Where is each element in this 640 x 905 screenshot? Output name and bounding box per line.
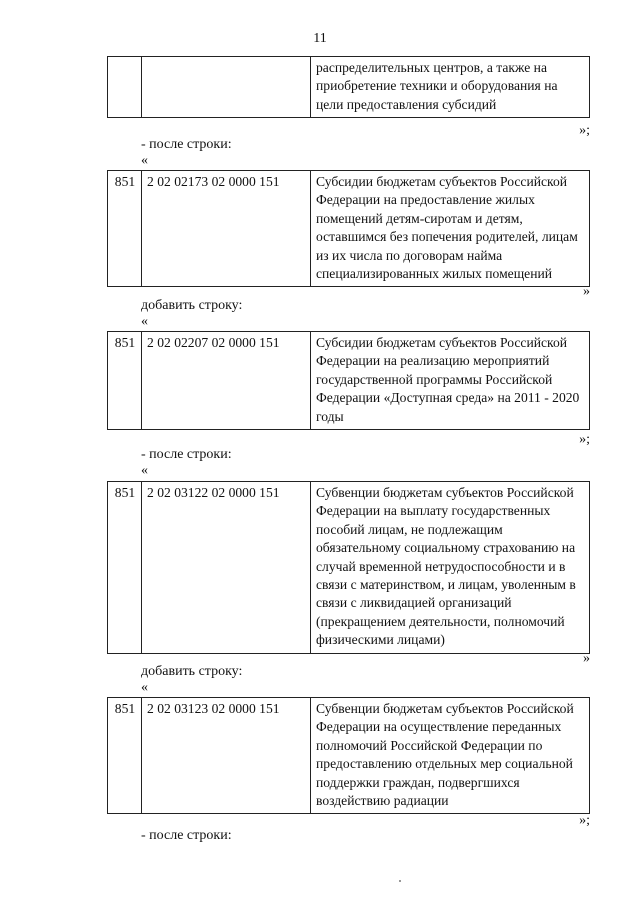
scan-speck xyxy=(399,880,401,882)
kbk-code-cell: 2 02 02207 02 0000 151 xyxy=(142,332,311,430)
instruction-text: - после строки: xyxy=(141,447,232,462)
admin-code-cell: 851 xyxy=(108,332,142,430)
budget-table-row xyxy=(107,170,590,287)
description-cell: распределительных центров, а также на приобретение техники и оборудования на цели предоставления субсидий xyxy=(311,57,590,118)
instruction-text: - после строки: xyxy=(141,828,232,843)
opening-quote: « xyxy=(141,153,148,168)
closing-quote: »; xyxy=(579,123,590,138)
closing-quote: » xyxy=(583,651,590,666)
description-cell: Субсидии бюджетам субъектов Российской Федерации на реализацию мероприятий государственной программы Российской Федерации «Доступная среда» на 2011 - 2020 годы xyxy=(311,332,590,430)
kbk-code-cell xyxy=(142,57,311,118)
kbk-code-cell: 2 02 03122 02 0000 151 xyxy=(142,482,311,654)
description-cell: Субвенции бюджетам субъектов Российской Федерации на осуществление переданных полномочий Российской Федерации по предоставлению отдельных мер социальной поддержки граждан, подвергшихся воздействию радиации xyxy=(311,698,590,814)
instruction-text: - после строки: xyxy=(141,137,232,152)
opening-quote: « xyxy=(141,680,148,695)
closing-quote: »; xyxy=(579,813,590,828)
description-cell: Субсидии бюджетам субъектов Российской Федерации на предоставление жилых помещений детям-сиротам и детям, оставшимся без попечения родителей, лицам из их числа по договорам найма специализированных жилых помещений xyxy=(311,171,590,287)
admin-code-cell: 851 xyxy=(108,698,142,814)
budget-table-row xyxy=(107,331,590,430)
budget-table-row xyxy=(107,697,590,814)
instruction-text: добавить строку: xyxy=(141,298,243,313)
kbk-code-cell: 2 02 03123 02 0000 151 xyxy=(142,698,311,814)
admin-code-cell: 851 xyxy=(108,482,142,654)
description-cell: Субвенции бюджетам субъектов Российской Федерации на выплату государственных пособий лицам, не подлежащим обязательному социальному страхованию на случай временной нетрудоспособности и в связи с материнством, и лицам, уволенным в связи с ликвидацией организаций (прекращением деятельности, полномочий физическими лицами) xyxy=(311,482,590,654)
opening-quote: « xyxy=(141,314,148,329)
budget-table-row xyxy=(107,481,590,654)
closing-quote: » xyxy=(583,284,590,299)
closing-quote: »; xyxy=(579,432,590,447)
page-number: 11 xyxy=(313,31,327,46)
admin-code-cell: 851 xyxy=(108,171,142,287)
kbk-code-cell: 2 02 02173 02 0000 151 xyxy=(142,171,311,287)
budget-table-row xyxy=(107,56,590,118)
admin-code-cell xyxy=(108,57,142,118)
opening-quote: « xyxy=(141,463,148,478)
instruction-text: добавить строку: xyxy=(141,664,243,679)
